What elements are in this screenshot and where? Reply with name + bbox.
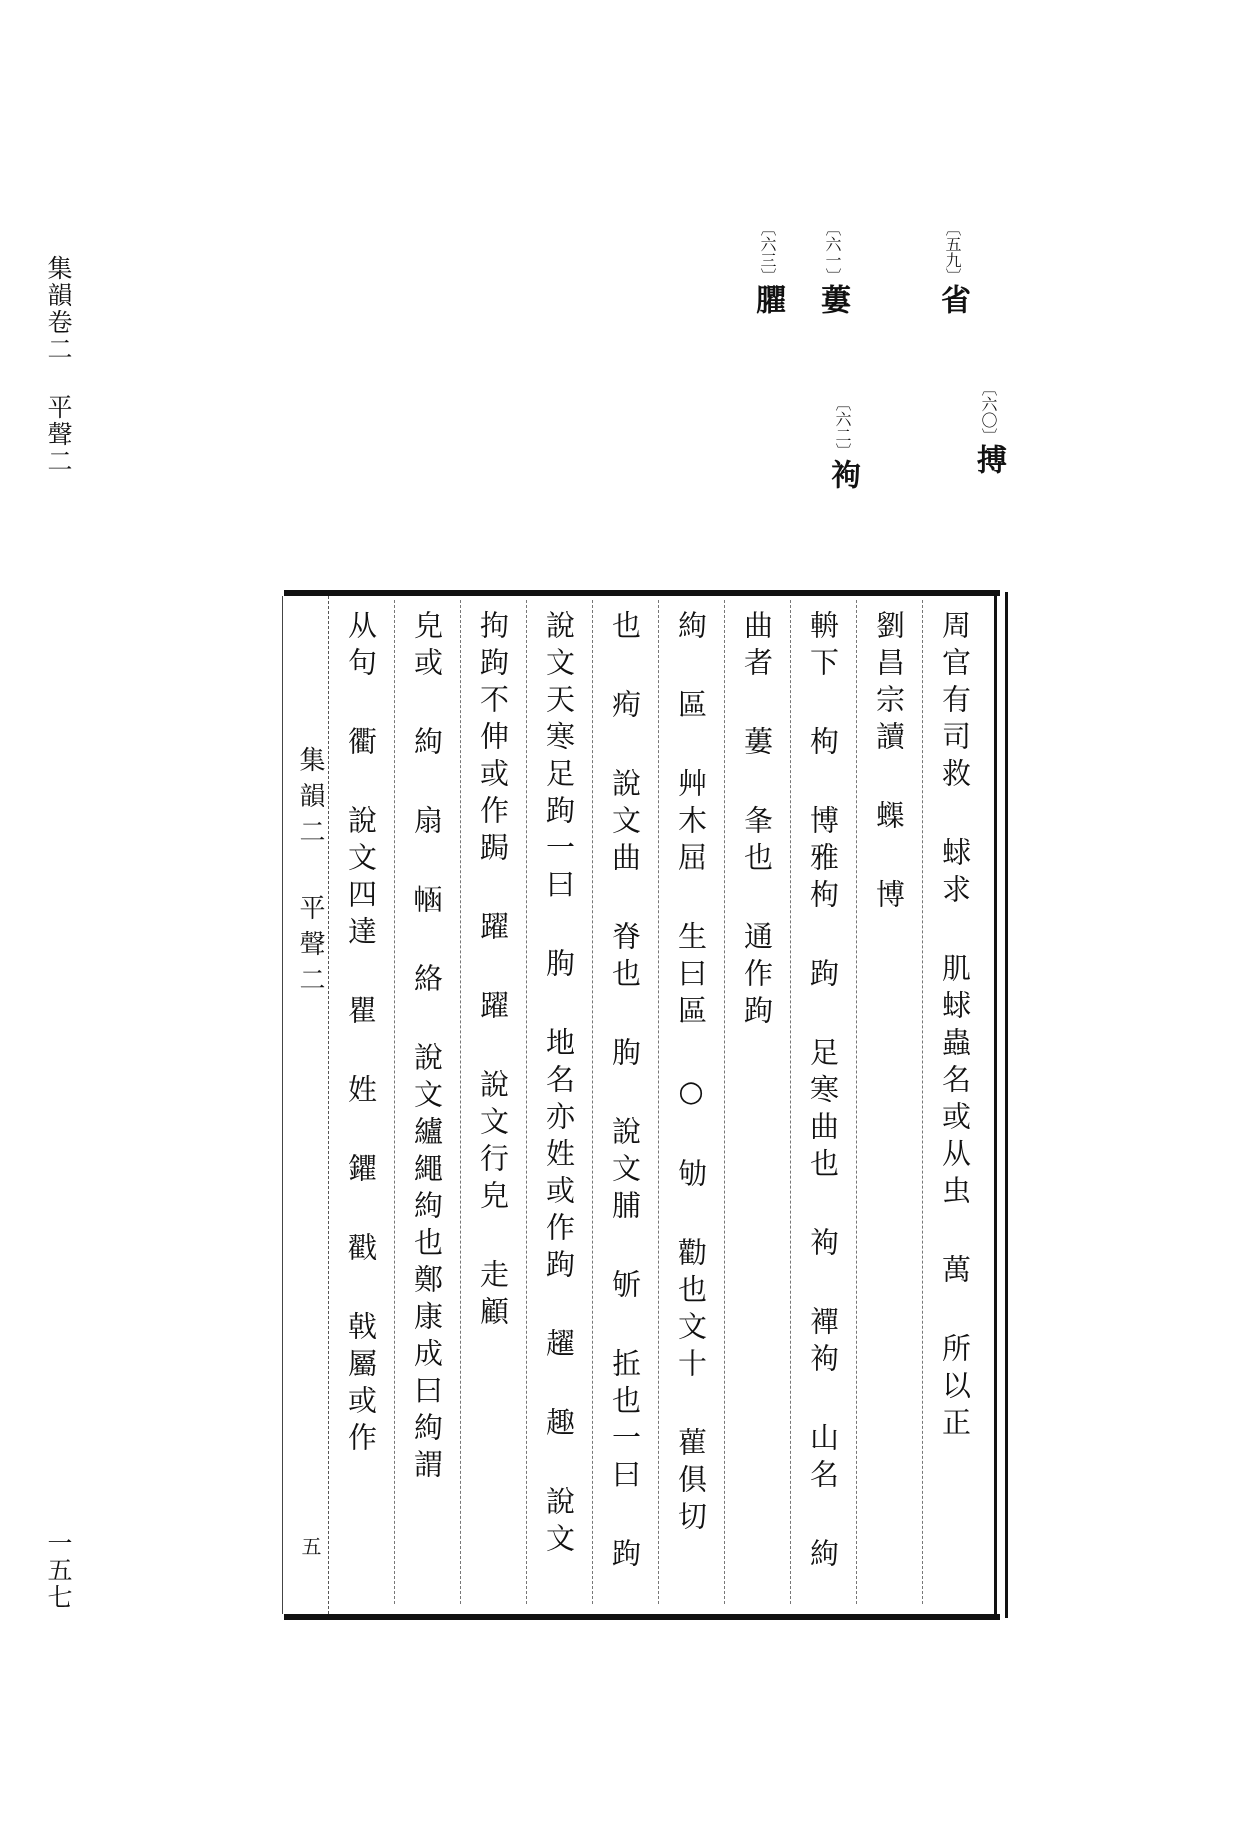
collation-note-61 [810,220,854,317]
note-text: 袧 [825,459,860,492]
text-column-9: 皃或 絇 扇 𢃗 絡 說文纑繩絇也鄭康成曰絇謂 [394,600,460,1604]
note-tag: 〔六二〕 [833,395,852,459]
note-text: 省 [935,284,970,317]
text-column-10: 从句 衢 說文四達 瞿 姓 鑺 戳 戟屬或作 [344,610,378,1459]
note-tag: 〔六〇〕 [979,380,998,444]
text-column-5: 絇 區 艸木屈 生曰區 ○ 劬 勸也文十 雚俱切 [658,600,724,1604]
frame-right-border [994,592,1008,1618]
collation-note-63 [745,220,789,317]
collation-note-60 [966,380,1010,477]
note-text: 搏 [971,444,1006,477]
text-column-3: 輈下 枸 博雅枸 跔 足寒曲也 袧 襌袧 山名 絇 [790,600,856,1604]
spine-title: 集韻二 平聲二 [295,746,325,1002]
note-text: 蔞 [815,284,850,317]
note-tag: 〔五九〕 [943,220,962,284]
text-column-8: 拘跔不伸或作跼 躍 躍 說文行皃 走顧 [460,600,526,1604]
text-column-6: 也 痀 說文曲 脊也 朐 說文脯 斪 拞也一曰 跔 [592,600,658,1604]
text-column-2: 劉昌宗讀 蟝 博 [856,600,922,1604]
spine-number: 五 [298,1536,322,1556]
woodblock-frame [284,590,1000,1620]
note-tag: 〔六三〕 [758,220,777,284]
frame-left-border [282,596,285,1614]
margin-page-number: 一五七 [44,1530,73,1611]
note-text: 臞 [750,284,785,317]
text-columns [328,600,988,1604]
note-tag: 〔六一〕 [823,220,842,284]
text-column-4: 曲者 蔞 夆也 通作跔 [724,600,790,1604]
block-spine [286,596,329,1614]
collation-note-59 [930,220,974,317]
margin-running-title: 集韻卷二 平聲二 [44,255,73,475]
text-column-1: 周官有司救 蛷求 肌蛷蟲名或从虫 萬 所以正 [922,600,988,1604]
collation-note-62 [820,395,864,492]
text-column-7: 說文天寒足跔一曰 朐 地名亦姓或作跔 趯 趣 說文 [526,600,592,1604]
